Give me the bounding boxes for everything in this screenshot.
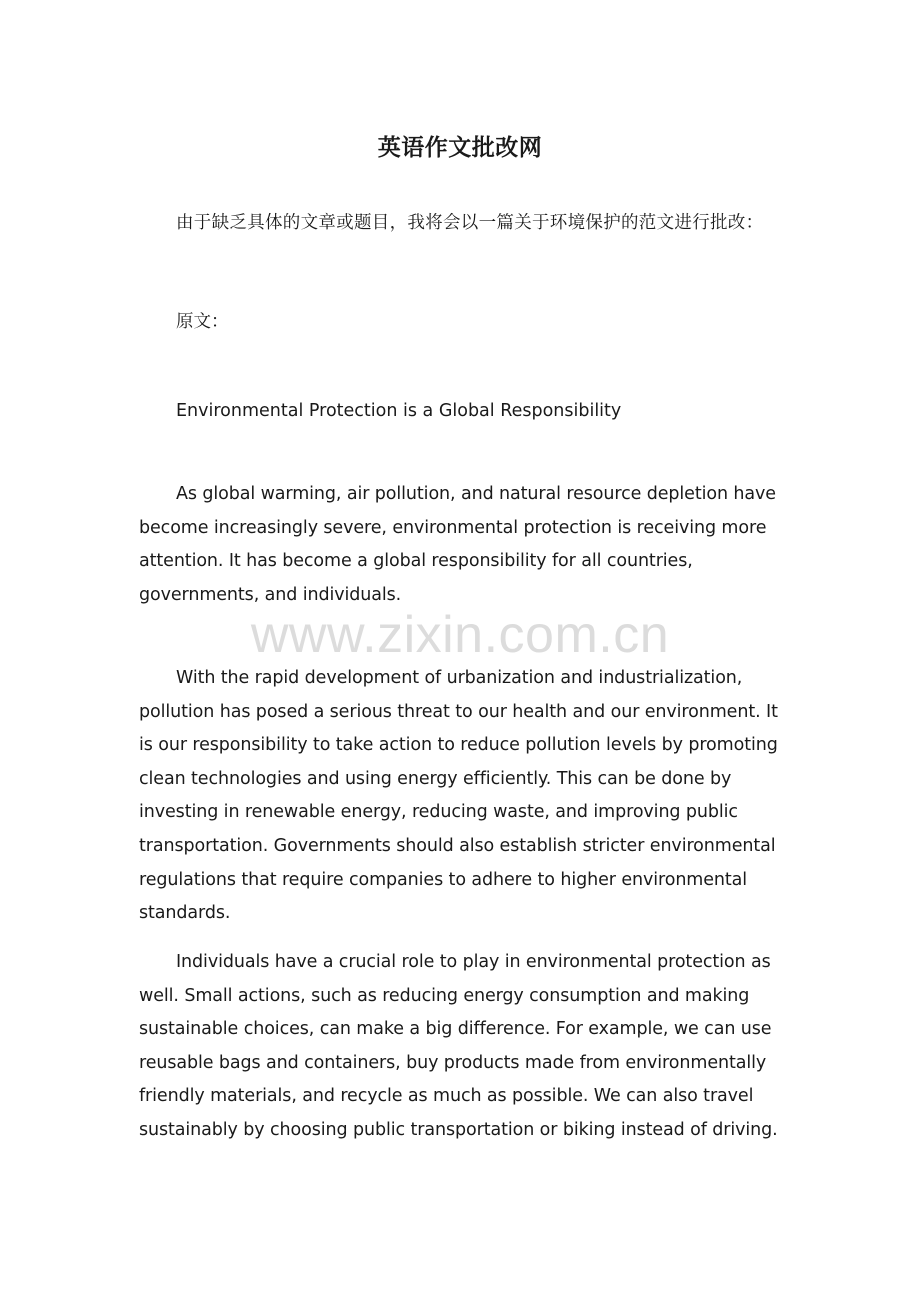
original-label: 原文： <box>176 312 229 332</box>
watermark: www.zixin.com.cn <box>250 606 670 664</box>
intro-text: 由于缺乏具体的文章或题目，我将会以一篇关于环境保护的范文进行批改： <box>176 213 764 233</box>
essay-paragraph-2: With the rapid development of urbanization and industrialization, pollution has posed a serious threat to our health and our environment. It is our responsibility to take action to reduce pollution levels by promoting clean technologies and using energy efficiently. This can be done by investing in renewable energy, reducing waste, and improving public transportation. Governments should also establish stricter environmental regulations that require companies to adhere to higher environmental standards. <box>139 668 778 924</box>
essay-paragraph-3: Individuals have a crucial role to play in environmental protection as well. Small actions, such as reducing energy consumption and making sustainable choices, can make a big difference. For example, we can use reusable bags and containers, buy products made from environmentally friendly materials, and recycle as much as possible. We can also travel sustainably by choosing public transportation or biking instead of driving. <box>139 952 778 1140</box>
essay-title: Environmental Protection is a Global Responsibility <box>176 401 622 421</box>
document-title: 英语作文批改网 <box>377 135 543 161</box>
essay-paragraph-1: As global warming, air pollution, and natural resource depletion have become increasingly severe, environmental protection is receiving more attention. It has become a global responsibility for all countries, governments, and individuals. <box>139 484 776 605</box>
